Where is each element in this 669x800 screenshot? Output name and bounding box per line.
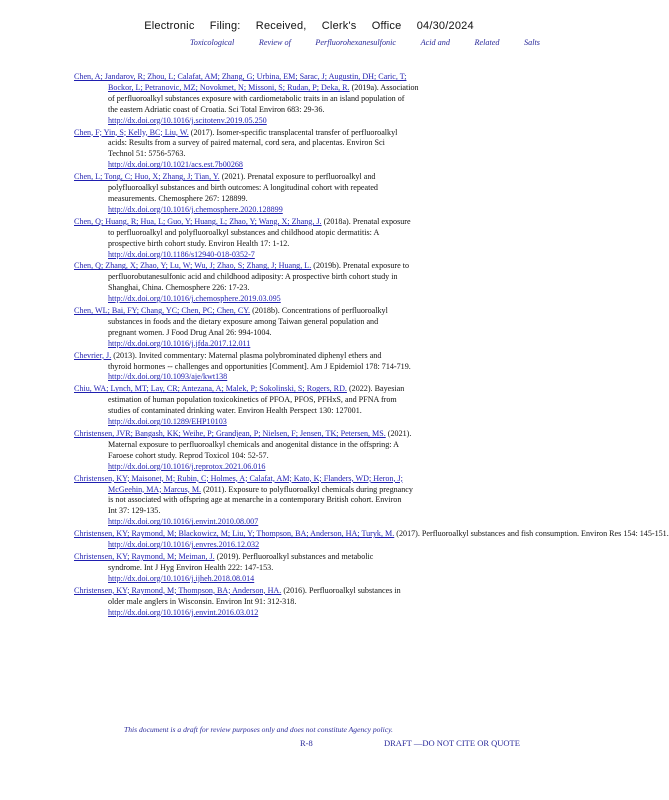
reference-doi-link[interactable]: http://dx.doi.org/10.1016/j.chemosphere.2020.128899 [108,204,283,214]
reference-line [74,128,540,139]
draft-label: DRAFT —DO NOT CITE OR QUOTE [384,738,520,748]
reference-authors[interactable]: Christensen, KY; Raymond, M; Meiman, J. [74,551,215,561]
stamp-word: Office [371,20,402,32]
filing-stamp [0,20,618,32]
reference-doi-link[interactable]: http://dx.doi.org/10.1016/j.jfda.2017.12.011 [108,338,251,348]
reference-text: Shanghai, China. Chemosphere 226: 17-23. [108,283,250,293]
reference-line [74,306,540,317]
reference-text: studies of contaminated drinking water. Environ Health Perspect 130: 127001. [108,406,362,416]
reference-text: thyroid hormones -- challenges and opportunities [Comment]. Am J Epidemiol 178: 714-719. [108,361,411,371]
reference-doi-link[interactable]: http://dx.doi.org/10.1016/j.chemosphere.2019.03.095 [108,294,281,304]
reference-text: estimation of human population toxicokinetics of PFOA, PFOS, PFHxS, and PFNA from [108,395,397,405]
reference-text: Faroese cohort study. Reprod Toxicol 104: 52-57. [108,450,269,460]
reference-text: (2021). [387,429,412,438]
reference-text: (2011). Exposure to polyfluoroalkyl chemicals during pregnancy [203,484,413,494]
reference-authors[interactable]: Christensen, KY; Maisonet, M; Rubin, C; Holmes, A; Calafat, AM; Kato, K; Flanders, WD; Heron, J; [74,473,403,483]
reference-doi-link[interactable]: http://dx.doi.org/10.1016/j.reprotox.2021.06.016 [108,461,266,471]
reference-entry [74,72,540,127]
reference-doi-link[interactable]: http://dx.doi.org/10.1016/j.ijheh.2018.08.014 [108,573,255,583]
reference-authors[interactable]: Chen, A; Jandarov, R; Zhou, L; Calafat, AM; Zhang, G; Urbina, EM; Sarac, J; Augustin, DH; Caric, T; [74,72,407,81]
reference-text: (2018b). Concentrations of perfluoroalkyl [252,306,388,316]
draft-disclaimer: This document is a draft for review purposes only and does not constitute Agency policy. [124,725,393,734]
reference-authors[interactable]: Chen, WL; Bai, FY; Chang, YC; Chen, PC; Chen, CY. [74,306,251,316]
reference-authors[interactable]: Christensen, KY; Raymond, M; Thompson, BA; Anderson, HA. [74,585,282,595]
reference-authors[interactable]: Bockor, L; Petranovic, MZ; Novokmet, N; Missoni, S; Rudan, P; Deka, R. [108,82,350,92]
reference-list [74,72,669,619]
running-head [190,38,540,47]
running-head-word: Related [474,38,500,47]
reference-text: Maternal exposure to perfluoroalkyl chemicals and anogenital distance in the offspring: A [108,439,399,449]
reference-entry [74,474,540,529]
reference-authors[interactable]: Chen, Q; Huang, R; Hua, L; Guo, Y; Huang, L; Zhao, Y; Wang, X; Zhang, J. [74,216,322,226]
reference-doi-link[interactable]: http://dx.doi.org/10.1016/j.scitotenv.2019.05.250 [108,115,267,125]
reference-text: (2018a). Prenatal exposure [323,216,411,226]
running-head-word: Review of [258,38,291,47]
reference-text: (2021). Prenatal exposure to perfluoroalkyl and [221,172,376,182]
stamp-word: Electronic [144,20,195,32]
reference-line [74,261,540,272]
reference-entry [74,529,669,551]
reference-text: (2017). Perfluoroalkyl substances and fish consumption. Environ Res 154: 145-151. [396,529,669,539]
reference-doi-link[interactable]: http://dx.doi.org/10.1289/EHP10103 [108,417,227,427]
reference-authors[interactable]: Chen, F; Yin, S; Kelly, BC; Liu, W. [74,127,189,137]
reference-text: (2022). Bayesian [348,384,405,394]
reference-line [74,485,540,496]
reference-text: substances in foods and the dietary exposure among Taiwan general population and [108,316,379,326]
reference-doi-link[interactable]: http://dx.doi.org/10.1093/aje/kwt138 [108,372,228,382]
reference-entry [74,217,540,261]
reference-entry [74,128,540,172]
reference-doi-link[interactable]: http://dx.doi.org/10.1016/j.envres.2016.12.032 [108,540,260,550]
reference-entry [74,306,540,350]
reference-entry [74,261,540,305]
reference-entry [74,429,540,473]
running-head-word: Perfluorohexanesulfonic [315,38,397,47]
page-number: R-8 [300,738,313,748]
reference-line [74,586,540,597]
reference-line [74,172,540,183]
reference-text: Technol 51: 5756-5763. [108,149,186,159]
reference-text: older male anglers in Wisconsin. Environ Int 91: 312-318. [108,596,297,606]
reference-entry [74,351,540,384]
reference-entry [74,552,540,585]
reference-authors[interactable]: Chen, L; Tong, C; Huo, X; Zhang, J; Tian, Y. [74,172,220,182]
reference-text: the eastern Adriatic coast of Croatia. Sci Total Environ 683: 29-36. [108,104,325,114]
reference-text: of perfluoroalkyl substances exposure with cardiometabolic traits in an island population of [108,93,405,103]
reference-line [74,429,540,440]
reference-text: (2013). Invited commentary: Maternal plasma polybrominated diphenyl ethers and [113,350,382,360]
reference-text: Int 37: 129-135. [108,506,161,516]
reference-text: acids: Results from a survey of paired maternal, cord sera, and placentas. Environ Sci [108,138,385,148]
running-head-word: Acid and [420,38,450,47]
reference-authors[interactable]: Christensen, JVR; Bangash, KK; Weihe, P; Grandjean, P; Nielsen, F; Jensen, TK; Petersen, MS. [74,429,386,438]
reference-text: syndrome. Int J Hyg Environ Health 222: 147-153. [108,562,274,572]
reference-line [74,552,540,563]
reference-doi-link[interactable]: http://dx.doi.org/10.1016/j.envint.2010.08.007 [108,517,259,527]
reference-authors[interactable]: Chiu, WA; Lynch, MT; Lay, CR; Antezana, A; Malek, P; Sokolinski, S; Rogers, RD. [74,384,347,394]
reference-text: (2019b). Prenatal exposure to [313,261,409,271]
reference-text: (2019a). Association [351,82,419,92]
reference-authors[interactable]: Christensen, KY; Raymond, M; Blackowicz, M; Liu, Y; Thompson, BA; Anderson, HA; Turyk, M. [74,529,395,539]
reference-doi-link[interactable]: http://dx.doi.org/10.1021/acs.est.7b00268 [108,160,243,170]
stamp-word: Clerk's [321,20,357,32]
reference-text: prospective birth cohort study. Environ Health 17: 1-12. [108,238,290,248]
reference-line [74,529,669,540]
reference-line [74,217,540,228]
reference-text: perfluorobutanesulfonic acid and childhood adiposity: A prospective birth cohort study in [108,272,398,282]
running-head-word: Salts [524,38,540,47]
reference-authors[interactable]: Chevrier, J. [74,350,112,360]
reference-authors[interactable]: McGeehin, MA; Marcus, M. [108,484,202,494]
reference-text: to perfluoroalkyl and polyfluoroalkyl substances and childhood atopic dermatitis: A [108,227,380,237]
running-head-word: Toxicological [190,38,235,47]
reference-doi-link[interactable]: http://dx.doi.org/10.1186/s12940-018-0352-7 [108,249,255,259]
reference-text: (2019). Perfluoroalkyl substances and metabolic [216,551,374,561]
stamp-word: Received, [255,20,307,32]
reference-line [74,351,540,362]
reference-text: (2016). Perfluoroalkyl substances in [283,585,401,595]
reference-text: is not associated with offspring age at menarche in a contemporary British cohort. Environ [108,495,402,505]
reference-line [74,384,540,395]
reference-text: polyfluoroalkyl substances and birth outcomes: A longitudinal cohort with repeated [108,183,378,193]
reference-line [74,72,540,83]
stamp-word: Filing: [209,20,241,32]
reference-doi-link[interactable]: http://dx.doi.org/10.1016/j.envint.2016.03.012 [108,607,259,617]
reference-text: pregnant women. J Food Drug Anal 26: 994-1004. [108,327,272,337]
reference-text: measurements. Chemosphere 267: 128899. [108,193,248,203]
reference-text: (2017). Isomer-specific transplacental transfer of perfluoroalkyl [190,127,398,137]
stamp-date: 04/30/2024 [416,20,474,32]
reference-entry [74,172,540,216]
reference-entry [74,586,540,619]
reference-authors[interactable]: Chen, Q; Zhang, X; Zhao, Y; Lu, W; Wu, J; Zhao, S; Zhang, J; Huang, L. [74,261,312,271]
reference-entry [74,384,540,428]
reference-line [74,474,540,485]
reference-line [74,83,540,94]
